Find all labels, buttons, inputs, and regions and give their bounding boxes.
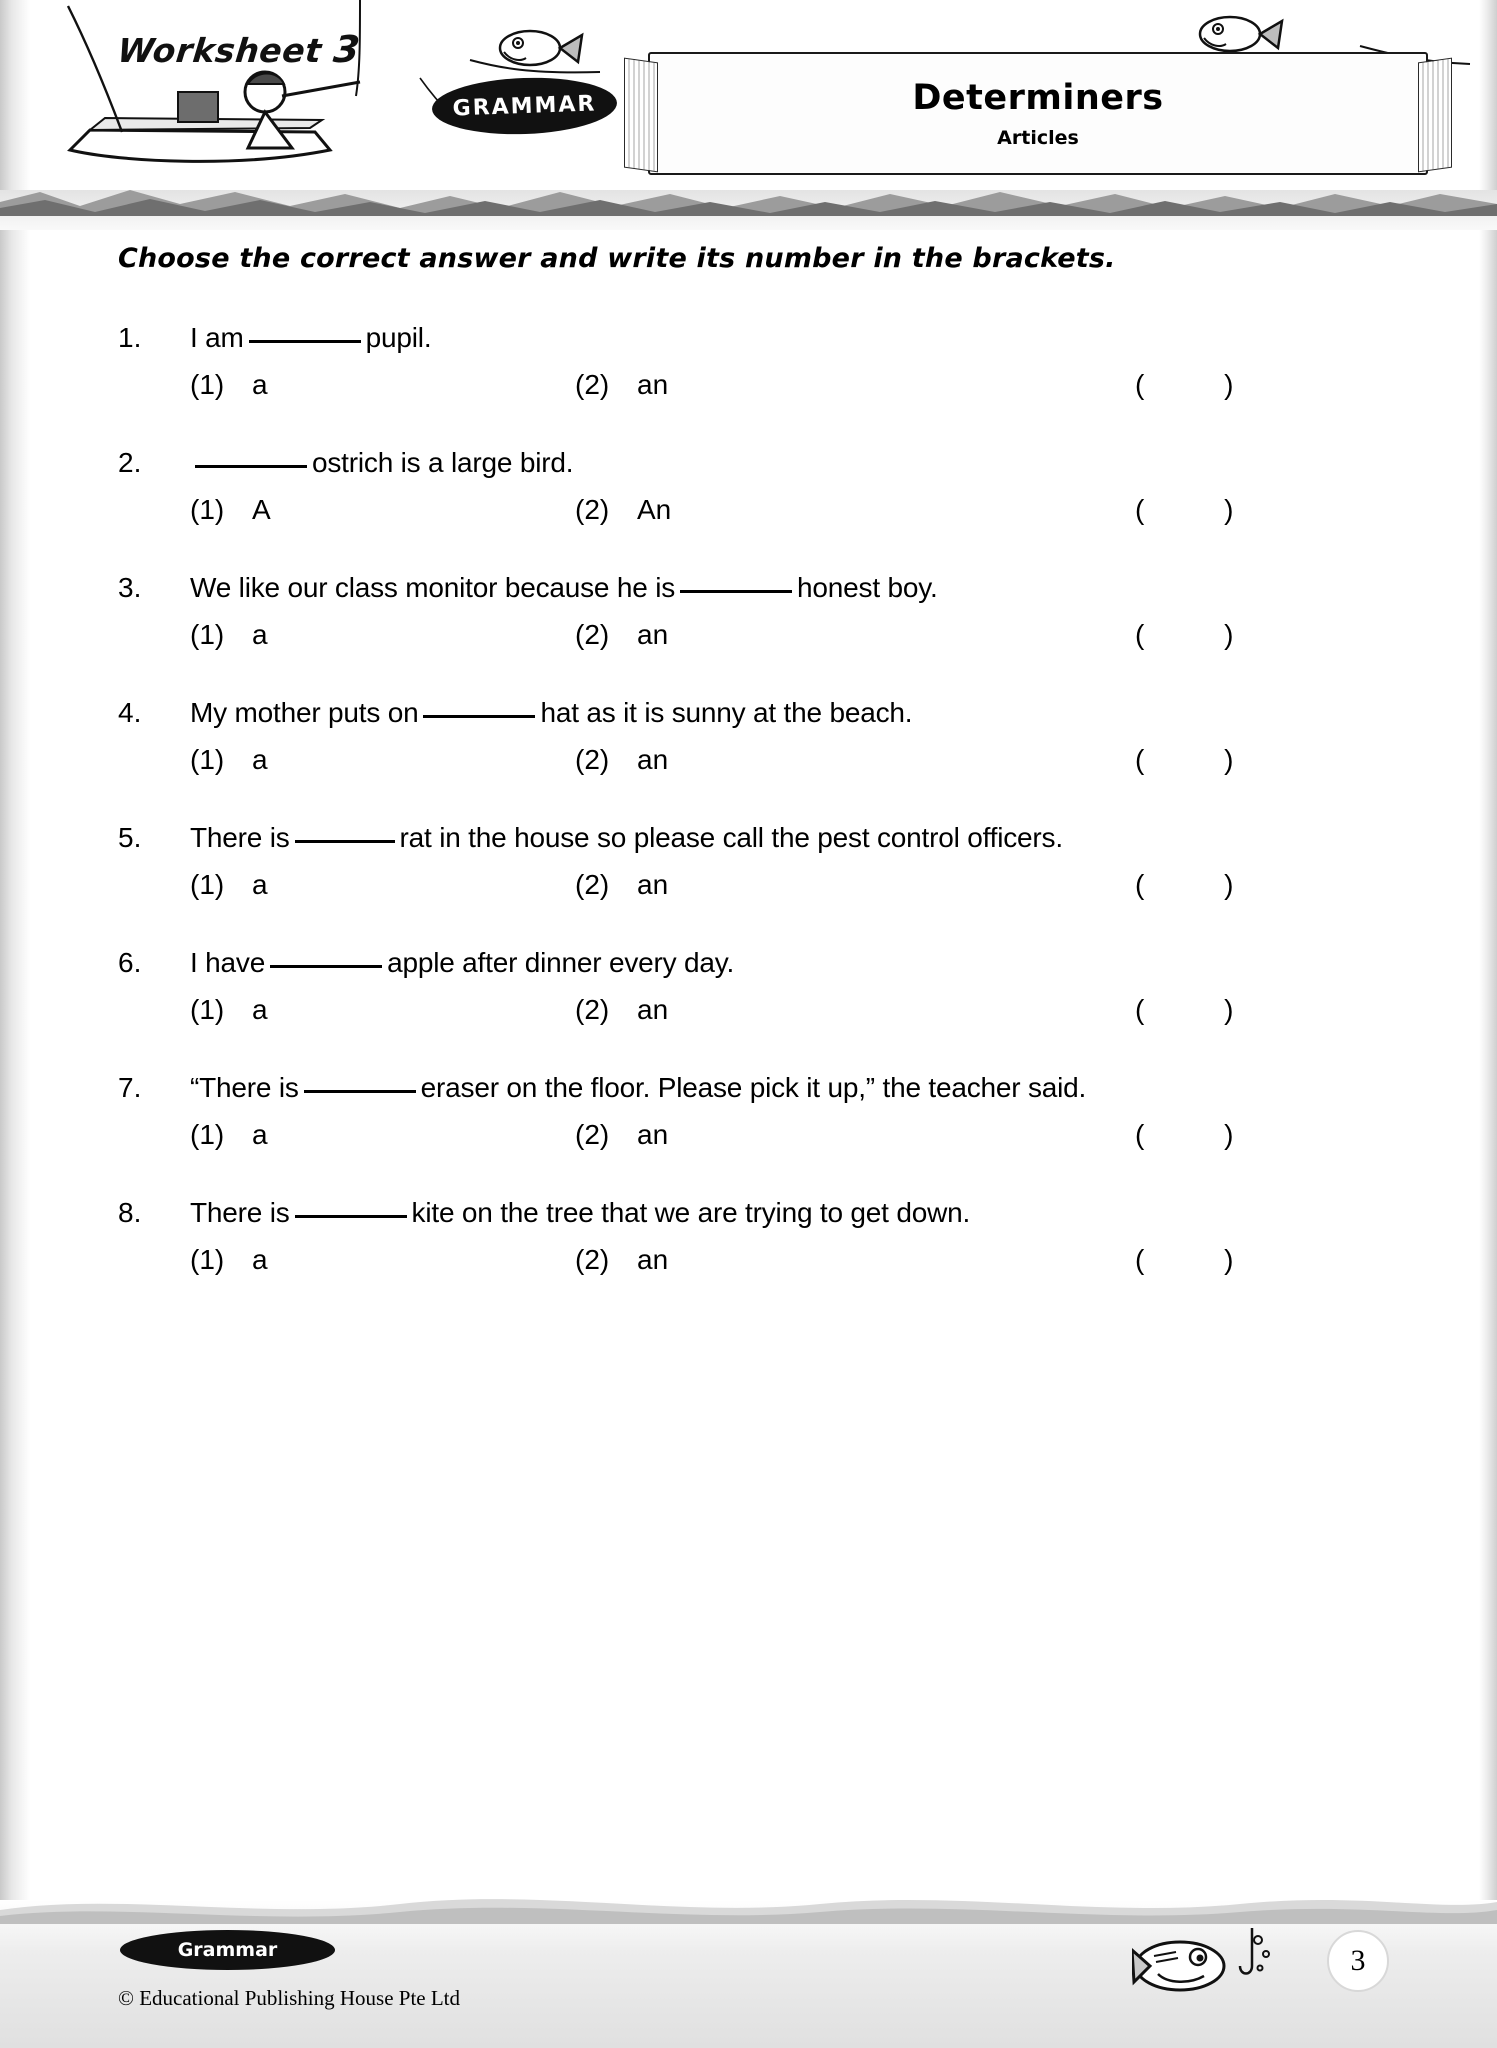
option-2-key: (2) xyxy=(575,493,610,525)
question-text-before: I have xyxy=(190,946,266,978)
question-options xyxy=(118,1244,1398,1276)
footer-wave-icon xyxy=(0,1884,1497,1924)
question-number: 6. xyxy=(118,946,142,978)
answer-bracket[interactable]: ( ) xyxy=(1135,993,1270,1025)
option-1-value: a xyxy=(252,618,268,650)
question-options xyxy=(118,994,1398,1026)
option-2[interactable] xyxy=(575,1119,1135,1151)
option-1[interactable] xyxy=(190,494,575,526)
option-2-key: (2) xyxy=(575,993,610,1025)
page-number: 3 xyxy=(1327,1930,1389,1992)
option-2-key: (2) xyxy=(575,743,610,775)
option-1-value: a xyxy=(252,368,268,400)
question-text-after: pupil. xyxy=(365,322,432,353)
option-1-value: a xyxy=(252,993,268,1025)
question-item xyxy=(118,695,1398,776)
option-1-value: a xyxy=(252,868,268,900)
question-text-before: “There is xyxy=(190,1071,299,1103)
answer-blank[interactable] xyxy=(295,1199,407,1218)
option-2-key: (2) xyxy=(575,618,610,650)
option-1-value: a xyxy=(252,743,268,775)
worksheet-label: Worksheet xyxy=(115,31,324,70)
question-text-after: hat as it is sunny at the beach. xyxy=(540,696,913,728)
question-number: 2. xyxy=(118,446,142,478)
option-2-value: an xyxy=(637,743,669,775)
option-2[interactable] xyxy=(575,744,1135,776)
answer-blank[interactable] xyxy=(680,574,792,593)
option-1-key: (1) xyxy=(190,618,225,650)
question-number: 7. xyxy=(118,1071,142,1103)
question-item xyxy=(118,570,1398,651)
question-text-after: rat in the house so please call the pest control officers. xyxy=(399,821,1063,853)
option-2-key: (2) xyxy=(575,368,610,400)
banner-subtitle: Articles xyxy=(997,127,1079,149)
rocky-divider-icon xyxy=(0,186,1497,216)
question-options xyxy=(118,744,1398,776)
footer-subject-pill xyxy=(120,1930,335,1970)
question-number: 5. xyxy=(118,821,142,853)
option-2-value: an xyxy=(637,618,669,650)
answer-bracket[interactable]: ( ) xyxy=(1135,868,1270,900)
option-2-key: (2) xyxy=(575,1118,610,1150)
question-options xyxy=(118,369,1398,401)
option-1-key: (1) xyxy=(190,1118,225,1150)
answer-blank[interactable] xyxy=(304,1074,416,1093)
answer-blank[interactable] xyxy=(249,324,361,343)
instruction-text: Choose the correct answer and write its number in the brackets. xyxy=(118,243,1116,274)
option-1-key: (1) xyxy=(190,868,225,900)
option-2[interactable] xyxy=(575,494,1135,526)
option-2-value: an xyxy=(637,993,669,1025)
option-1-key: (1) xyxy=(190,993,225,1025)
topic-banner xyxy=(648,52,1428,175)
banner-title: Determiners xyxy=(912,78,1164,118)
option-1-value: a xyxy=(252,1118,268,1150)
question-text xyxy=(190,320,431,357)
answer-blank[interactable] xyxy=(195,449,307,468)
worksheet-number: 3 xyxy=(331,28,363,71)
question-item xyxy=(118,445,1398,526)
answer-bracket[interactable]: ( ) xyxy=(1135,1243,1270,1275)
footer-subject-label: Grammar xyxy=(177,1939,278,1961)
answer-blank[interactable] xyxy=(423,699,535,718)
answer-bracket[interactable]: ( ) xyxy=(1135,1118,1270,1150)
option-1-value: a xyxy=(252,1243,268,1275)
option-2-key: (2) xyxy=(575,1243,610,1275)
questions-list xyxy=(118,320,1398,1320)
subject-badge-label: GRAMMAR xyxy=(452,90,597,122)
option-1[interactable] xyxy=(190,619,575,651)
option-2-key: (2) xyxy=(575,868,610,900)
question-text-before: There is xyxy=(190,821,290,853)
question-number: 8. xyxy=(118,1196,142,1228)
question-item xyxy=(118,320,1398,401)
option-2[interactable] xyxy=(575,369,1135,401)
option-2-value: an xyxy=(637,1118,669,1150)
question-text xyxy=(190,945,734,982)
question-text-after: apple after dinner every day. xyxy=(387,946,735,978)
option-2[interactable] xyxy=(575,1244,1135,1276)
answer-blank[interactable] xyxy=(270,949,382,968)
question-item xyxy=(118,820,1398,901)
option-1[interactable] xyxy=(190,994,575,1026)
answer-blank[interactable] xyxy=(295,824,395,843)
option-2-value: an xyxy=(637,1243,669,1275)
question-text-before: There is xyxy=(190,1196,290,1228)
question-options xyxy=(118,619,1398,651)
question-text-after: ostrich is a large bird. xyxy=(312,446,574,478)
question-text xyxy=(190,1195,970,1232)
question-number: 1. xyxy=(118,322,142,353)
fish-and-hook-illustration-icon xyxy=(1132,1926,1302,1996)
question-text-after: eraser on the floor. Please pick it up,” the teacher said. xyxy=(420,1071,1087,1103)
option-1-key: (1) xyxy=(190,743,225,775)
option-2[interactable] xyxy=(575,994,1135,1026)
question-item xyxy=(118,945,1398,1026)
option-1-value: A xyxy=(252,493,271,525)
worksheet-title xyxy=(116,28,362,71)
question-options xyxy=(118,494,1398,526)
option-2-value: an xyxy=(637,868,669,900)
answer-bracket[interactable]: ( ) xyxy=(1135,743,1270,775)
question-text xyxy=(190,570,938,607)
option-2[interactable] xyxy=(575,869,1135,901)
option-1-key: (1) xyxy=(190,1243,225,1275)
option-1[interactable] xyxy=(190,369,575,401)
page-footer xyxy=(0,1848,1497,2048)
option-1[interactable] xyxy=(190,1244,575,1276)
question-options xyxy=(118,1119,1398,1151)
answer-bracket[interactable]: ( ) xyxy=(1135,368,1270,400)
question-text xyxy=(190,695,912,732)
question-text xyxy=(190,820,1063,857)
answer-bracket[interactable]: ( ) xyxy=(1135,493,1270,525)
option-2[interactable] xyxy=(575,619,1135,651)
option-1-key: (1) xyxy=(190,493,225,525)
option-1[interactable] xyxy=(190,869,575,901)
question-number: 4. xyxy=(118,696,142,728)
question-text-before: I am xyxy=(190,322,244,353)
question-text-after: honest boy. xyxy=(797,571,938,603)
page-left-edge-shading xyxy=(0,0,30,2048)
copyright-text: © Educational Publishing House Pte Ltd xyxy=(118,1986,461,2010)
option-1-key: (1) xyxy=(190,368,225,400)
question-text-before: My mother puts on xyxy=(190,696,419,728)
option-1[interactable] xyxy=(190,744,575,776)
option-2-value: an xyxy=(637,368,669,400)
question-text-before: We like our class monitor because he is xyxy=(190,571,676,603)
question-options xyxy=(118,869,1398,901)
question-item xyxy=(118,1070,1398,1151)
question-text xyxy=(190,445,573,482)
question-number: 3. xyxy=(118,571,142,603)
page-header xyxy=(0,0,1497,230)
option-2-value: An xyxy=(637,493,672,525)
option-1[interactable] xyxy=(190,1119,575,1151)
page-right-edge-shading xyxy=(1479,0,1497,2048)
question-text-after: kite on the tree that we are trying to get down. xyxy=(411,1196,971,1228)
answer-bracket[interactable]: ( ) xyxy=(1135,618,1270,650)
question-item xyxy=(118,1195,1398,1276)
question-text xyxy=(190,1070,1086,1107)
